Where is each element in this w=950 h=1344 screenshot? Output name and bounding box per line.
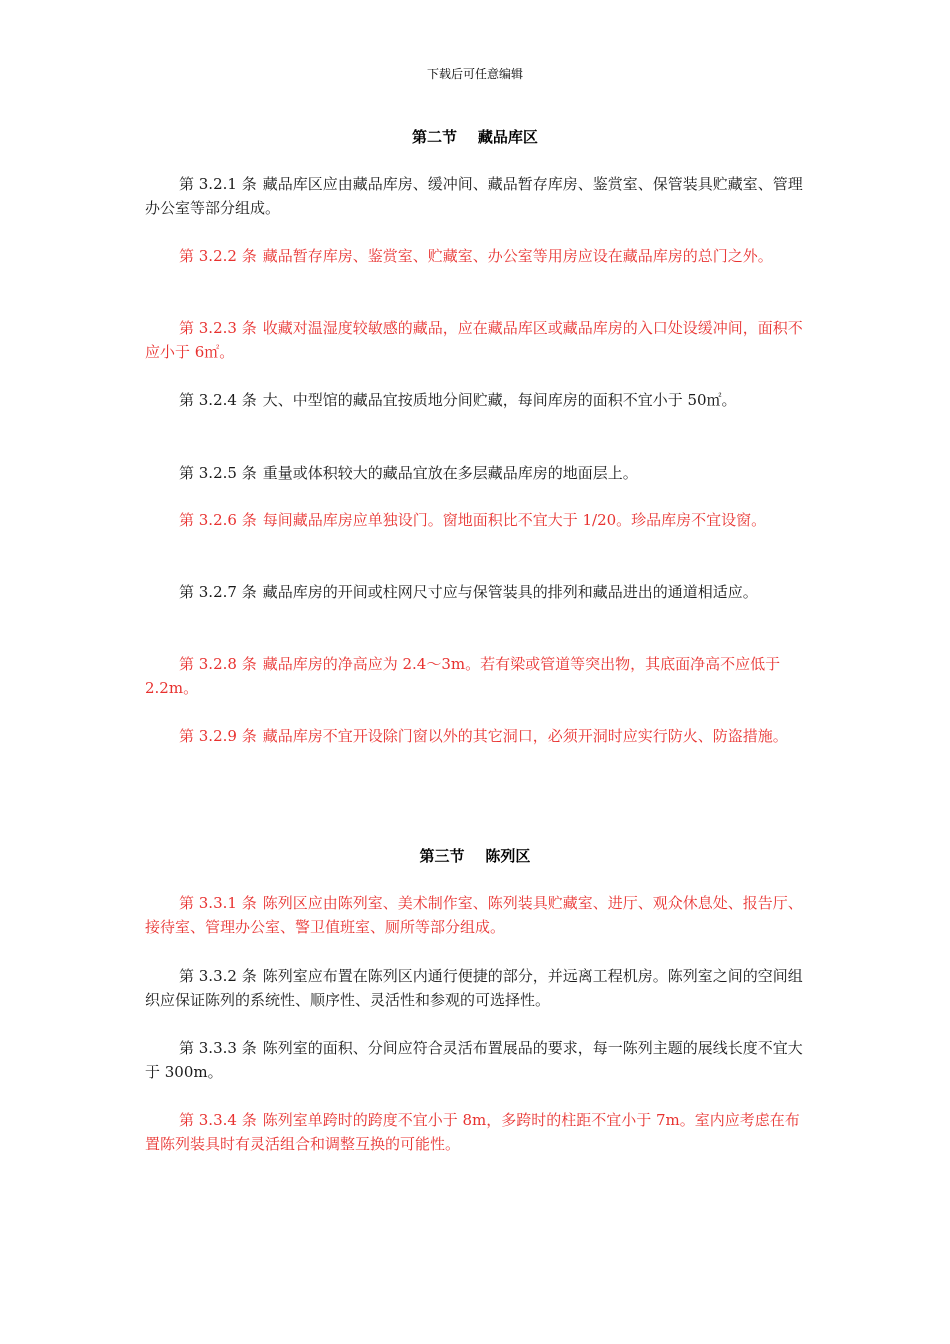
- article-number: 第 3.2.8 条: [179, 655, 257, 673]
- article-number: 第 3.2.9 条: [179, 727, 257, 745]
- article-3-2-6: [145, 508, 810, 532]
- article-text: 藏品暂存库房、鉴赏室、贮藏室、办公室等用房应设在藏品库房的总门之外。: [262, 247, 773, 265]
- article-text: 藏品库房的净高应为 2.4～3m。若有梁或管道等突出物，其底面净高不应低于 2.2m。: [145, 655, 781, 697]
- page-header-note: 下载后可任意编辑: [426, 67, 523, 81]
- article-number: 第 3.2.2 条: [179, 247, 257, 265]
- article-number: 第 3.2.5 条: [179, 464, 257, 482]
- article-text: 陈列室单跨时的跨度不宜小于 8m，多跨时的柱距不宜小于 7m。室内应考虑在布置陈列装具时有灵活组合和调整互换的可能性。: [145, 1111, 800, 1153]
- article-text: 藏品库区应由藏品库房、缓冲间、藏品暂存库房、鉴赏室、保管装具贮藏室、管理办公室等部分组成。: [145, 175, 803, 217]
- article-number: 第 3.2.3 条: [179, 319, 257, 337]
- article-number: 第 3.3.1 条: [179, 894, 257, 912]
- article-number: 第 3.3.4 条: [179, 1111, 257, 1129]
- article-3-2-5: [145, 461, 810, 485]
- article-text: 陈列区应由陈列室、美术制作室、陈列装具贮藏室、进厅、观众休息处、报告厅、接待室、管理办公室、警卫值班室、厕所等部分组成。: [145, 894, 803, 936]
- article-3-3-2: [145, 964, 810, 1012]
- article-3-2-2: [145, 244, 810, 268]
- article-text: 藏品库房不宜开设除门窗以外的其它洞口，必须开洞时应实行防火、防盗措施。: [262, 727, 788, 745]
- article-number: 第 3.2.1 条: [179, 175, 257, 193]
- article-3-2-4: [145, 388, 810, 412]
- article-text: 陈列室的面积、分间应符合灵活布置展品的要求，每一陈列主题的展线长度不宜大于 300m。: [145, 1039, 803, 1081]
- article-number: 第 3.3.3 条: [179, 1039, 257, 1057]
- article-3-3-1: [145, 891, 810, 939]
- article-number: 第 3.3.2 条: [179, 967, 257, 985]
- article-text: 陈列室应布置在陈列区内通行便捷的部分，并远离工程机房。陈列室之间的空间组织应保证陈列的系统性、顺序性、灵活性和参观的可选择性。: [145, 967, 803, 1009]
- article-3-2-8: [145, 652, 810, 700]
- article-3-3-4: [145, 1108, 810, 1156]
- article-3-2-3: [145, 316, 810, 364]
- article-text: 每间藏品库房应单独设门。窗地面积比不宜大于 1/20。珍品库房不宜设窗。: [262, 511, 767, 529]
- article-text: 藏品库房的开间或柱网尺寸应与保管装具的排列和藏品进出的通道相适应。: [262, 583, 758, 601]
- article-number: 第 3.2.7 条: [179, 583, 257, 601]
- article-3-2-7: [145, 580, 810, 604]
- article-3-2-1: [145, 172, 810, 220]
- section-title-3: 第三节 陈列区: [419, 847, 531, 865]
- article-text: 重量或体积较大的藏品宜放在多层藏品库房的地面层上。: [262, 464, 638, 482]
- article-3-3-3: [145, 1036, 810, 1084]
- article-3-2-9: [145, 724, 810, 748]
- article-text: 大、中型馆的藏品宜按质地分间贮藏，每间库房的面积不宜小于 50㎡。: [262, 391, 737, 409]
- article-number: 第 3.2.4 条: [179, 391, 257, 409]
- article-text: 收藏对温湿度较敏感的藏品，应在藏品库区或藏品库房的入口处设缓冲间，面积不应小于 6㎡。: [145, 319, 803, 361]
- article-number: 第 3.2.6 条: [179, 511, 257, 529]
- section-title-2: 第二节 藏品库区: [412, 128, 538, 146]
